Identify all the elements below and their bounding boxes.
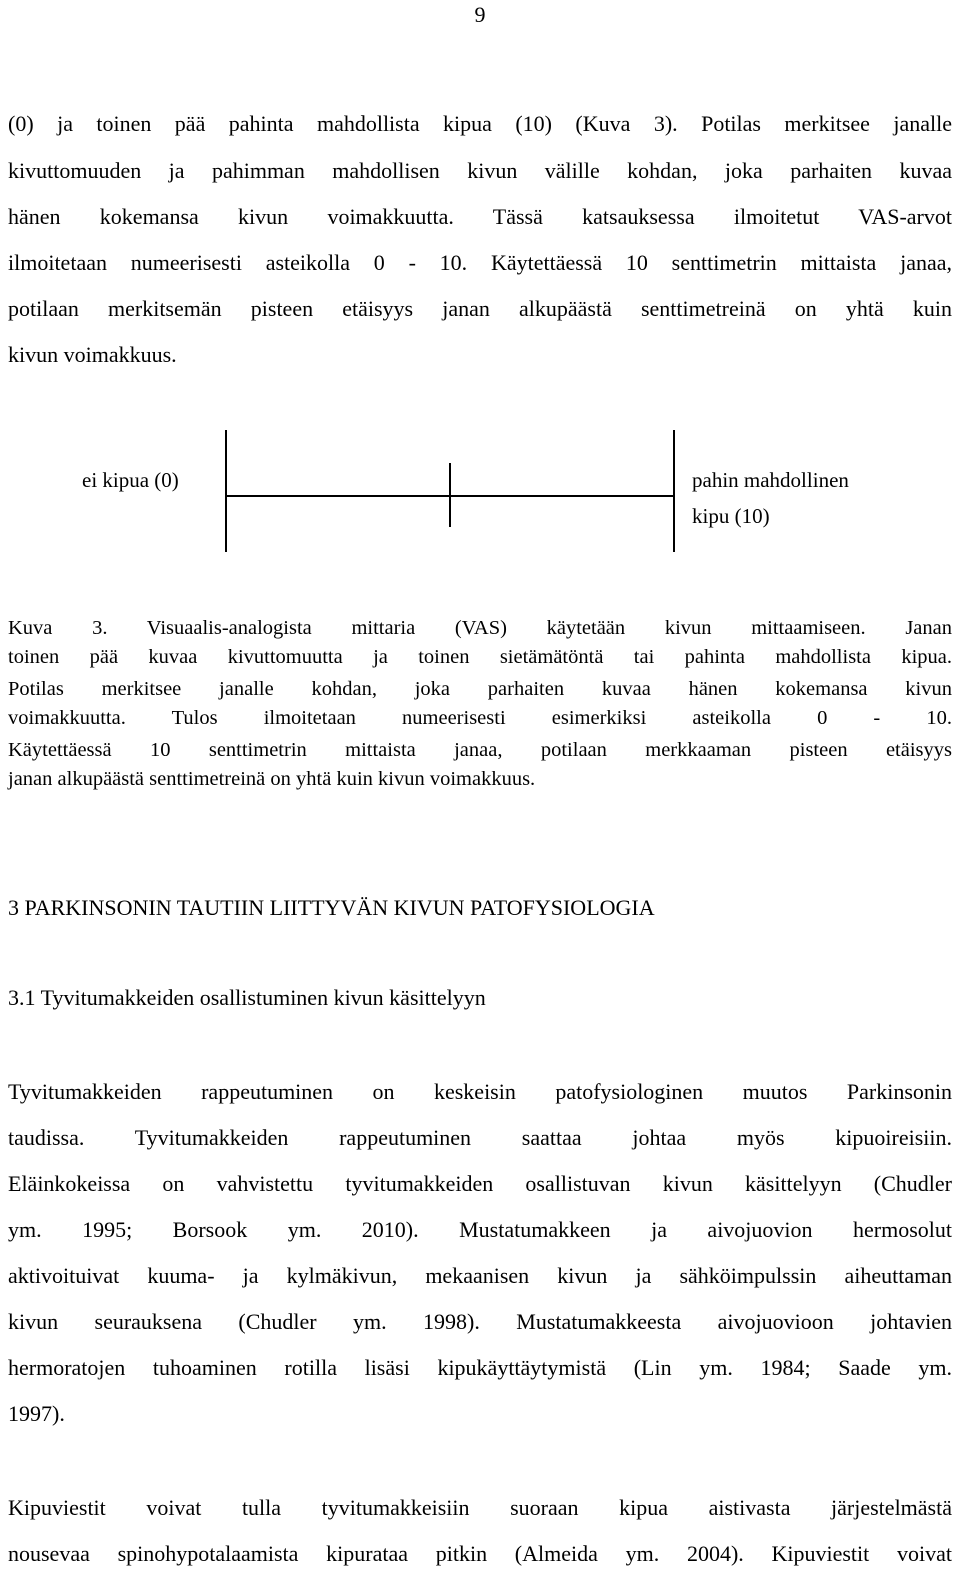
vas-left-label: ei kipua (0) xyxy=(82,468,179,492)
vas-right-label-line1: pahin mahdollinen xyxy=(692,468,849,492)
caption-line: toinen pää kuvaa kivuttomuutta ja toinen sietämätöntä tai pahinta mahdollista kipua. xyxy=(8,646,952,668)
text-line: hermoratojen tuhoaminen rotilla lisäsi kipukäyttäytymistä (Lin ym. 1984; Saade ym. xyxy=(8,1355,952,1380)
chapter-heading: 3 PARKINSONIN TAUTIIN LIITTYVÄN KIVUN PATOFYSIOLOGIA xyxy=(8,895,655,920)
caption-line: Kuva 3. Visuaalis-analogista mittaria (VAS) käytetään kivun mittaamiseen. Janan xyxy=(8,617,952,639)
text-line: 1997). xyxy=(8,1401,65,1426)
text-line: Eläinkokeissa on vahvistettu tyvitumakkeiden osallistuvan kivun käsittelyyn (Chudler xyxy=(8,1171,952,1196)
section-heading: 3.1 Tyvitumakkeiden osallistuminen kivun käsittelyyn xyxy=(8,985,486,1010)
text-line: potilaan merkitsemän pisteen etäisyys janan alkupäästä senttimetreinä on yhtä kuin xyxy=(8,296,952,321)
vas-right-label-line2: kipu (10) xyxy=(692,504,770,528)
caption-line: Käytettäessä 10 senttimetrin mittaista janaa, potilaan merkkaaman pisteen etäisyys xyxy=(8,739,952,761)
text-line: hänen kokemansa kivun voimakkuutta. Tässä katsauksessa ilmoitetut VAS-arvot xyxy=(8,204,952,229)
text-line: aktivoituivat kuuma- ja kylmäkivun, mekaanisen kivun ja sähköimpulssin aiheuttaman xyxy=(8,1263,952,1288)
text-line: taudissa. Tyvitumakkeiden rappeutuminen saattaa johtaa myös kipuoireisiin. xyxy=(8,1125,952,1150)
text-line: Tyvitumakkeiden rappeutuminen on keskeisin patofysiologinen muutos Parkinsonin xyxy=(8,1079,952,1104)
caption-line: Potilas merkitsee janalle kohdan, joka parhaiten kuvaa hänen kokemansa kivun xyxy=(8,678,952,700)
text-line: ym. 1995; Borsook ym. 2010). Mustatumakkeen ja aivojuovion hermosolut xyxy=(8,1217,952,1242)
text-line: (0) ja toinen pää pahinta mahdollista kipua (10) (Kuva 3). Potilas merkitsee janalle xyxy=(8,111,952,136)
text-line: ilmoitetaan numeerisesti asteikolla 0 - 10. Käytettäessä 10 senttimetrin mittaista janaa, xyxy=(8,250,952,275)
page-number: 9 xyxy=(474,2,486,27)
caption-line: voimakkuutta. Tulos ilmoitetaan numeerisesti esimerkiksi asteikolla 0 - 10. xyxy=(8,707,952,729)
text-line: kivun voimakkuus. xyxy=(8,342,177,367)
text-line: Kipuviestit voivat tulla tyvitumakkeisiin suoraan kipua aistivasta järjestelmästä xyxy=(8,1495,952,1520)
text-line: kivun seurauksena (Chudler ym. 1998). Mustatumakkeesta aivojuovioon johtavien xyxy=(8,1309,952,1334)
text-line: kivuttomuuden ja pahimman mahdollisen kivun välille kohdan, joka parhaiten kuvaa xyxy=(8,158,952,183)
text-line: nousevaa spinohypotalaamista kipurataa pitkin (Almeida ym. 2004). Kipuviestit voivat xyxy=(8,1541,952,1566)
caption-line: janan alkupäästä senttimetreinä on yhtä kuin kivun voimakkuus. xyxy=(8,768,536,790)
